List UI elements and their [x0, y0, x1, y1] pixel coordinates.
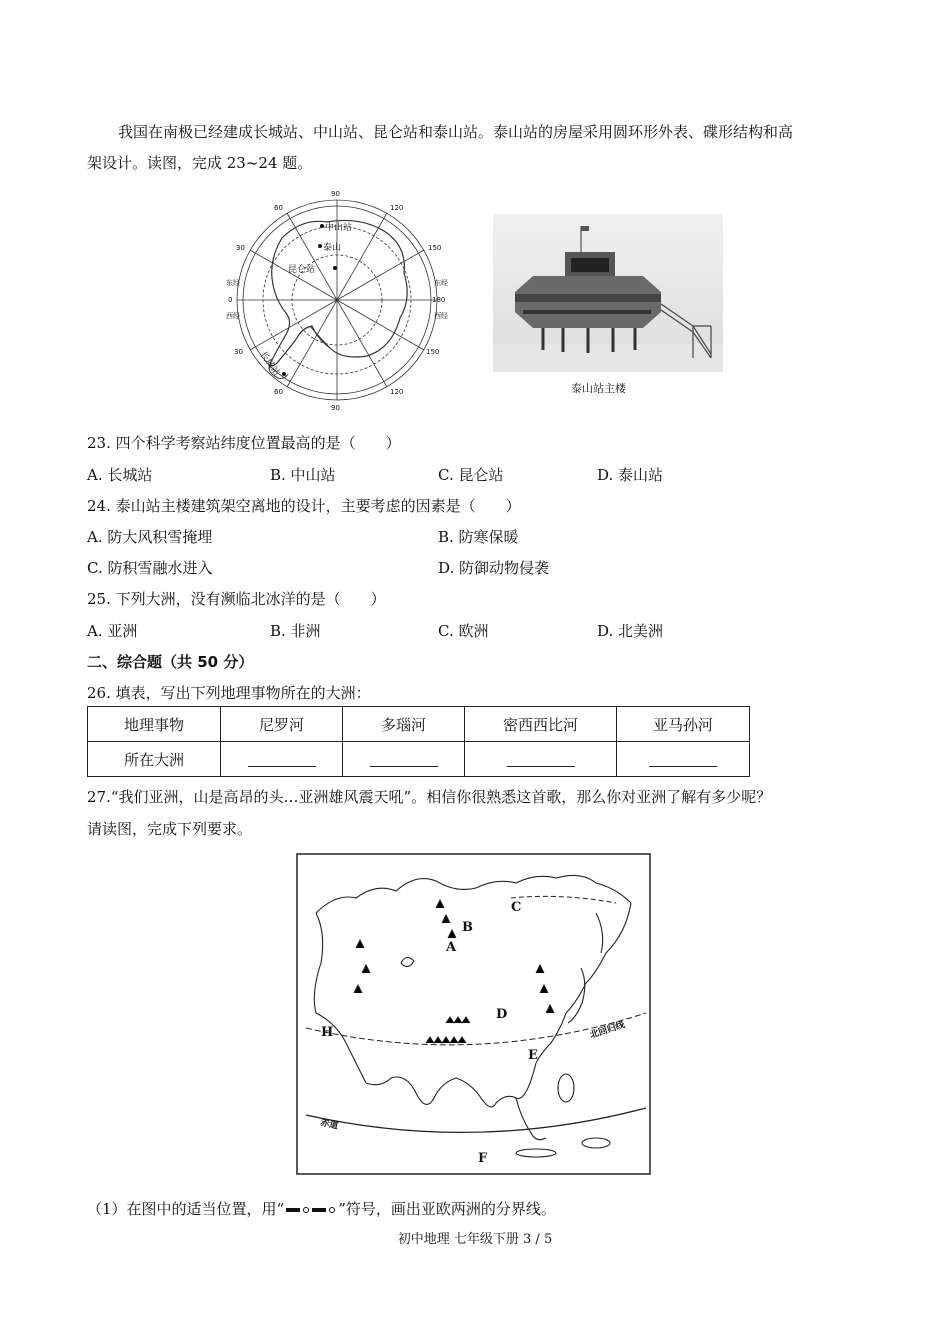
label-changcheng: 长城站: [257, 349, 282, 378]
q24-option-c[interactable]: C. 防积雪融水进入: [87, 559, 213, 577]
svg-text:西经: 西经: [434, 312, 448, 320]
table-header-cell: 亚马孙河: [617, 707, 750, 742]
svg-text:30: 30: [236, 244, 245, 252]
q24-option-d[interactable]: D. 防御动物侵袭: [438, 559, 550, 577]
q26-stem: 26. 填表，写出下列地理事物所在的大洲：: [87, 684, 371, 702]
asia-map: [296, 853, 651, 1175]
intro-line-1: 我国在南极已经建成长城站、中山站、昆仑站和泰山站。泰山站的房屋采用圆环形外表、碟形结构和高: [118, 123, 794, 141]
map-label-c: C: [511, 900, 522, 915]
section-title: 二、综合题（共 50 分）: [87, 653, 254, 671]
equator-label: 赤道: [319, 1118, 340, 1132]
svg-text:东经: 东经: [226, 279, 240, 287]
svg-text:60: 60: [274, 388, 283, 396]
svg-text:150: 150: [428, 244, 442, 252]
q24-option-a[interactable]: A. 防大风积雪掩埋: [87, 528, 213, 546]
q24-option-b[interactable]: B. 防寒保暖: [438, 528, 519, 546]
table-header-cell: 尼罗河: [221, 707, 343, 742]
boundary-symbol-icon: [284, 1205, 338, 1215]
svg-text:120: 120: [390, 204, 404, 212]
svg-text:西经: 西经: [226, 312, 240, 320]
kunlun-station-dot: [333, 266, 337, 270]
photo-caption: 泰山站主楼: [571, 382, 626, 395]
q25-option-b[interactable]: B. 非洲: [270, 622, 321, 640]
q27-line-1: 27.“我们亚洲，山是高昂的头…亚洲雄风震天吼”。相信你很熟悉这首歌，那么你对亚洲了解有多少呢？: [87, 788, 772, 806]
answer-blank-danube[interactable]: [343, 742, 465, 777]
map-label-f: F: [478, 1151, 488, 1166]
svg-text:30: 30: [234, 348, 243, 356]
tropic-label: 北回归线: [588, 1020, 627, 1041]
answer-blank-nile[interactable]: [221, 742, 343, 777]
taishan-station-photo: [493, 214, 723, 372]
q23-option-b[interactable]: B. 中山站: [270, 466, 336, 484]
q25-stem: 25. 下列大洲，没有濒临北冰洋的是（ ）: [87, 590, 386, 608]
q27-part-1-post: ”符号，画出亚欧两洲的分界线。: [338, 1200, 556, 1218]
map-label-h: H: [321, 1025, 334, 1040]
map-label-d: D: [496, 1007, 508, 1022]
label-zhongshan: 中山站: [325, 223, 353, 233]
antarctica-polar-map: [222, 188, 454, 412]
q27-line-2: 请读图，完成下列要求。: [87, 820, 253, 838]
table-header-cell: 密西西比河: [465, 707, 617, 742]
q24-stem: 24. 泰山站主楼建筑架空离地的设计，主要考虑的因素是（ ）: [87, 497, 521, 515]
svg-text:90: 90: [331, 190, 340, 198]
label-kunlun: 昆仑站: [288, 265, 316, 275]
svg-text:120: 120: [390, 388, 404, 396]
svg-text:150: 150: [426, 348, 440, 356]
q25-option-c[interactable]: C. 欧洲: [438, 622, 489, 640]
q23-option-c[interactable]: C. 昆仑站: [438, 466, 504, 484]
q27-part-1: [87, 1198, 556, 1219]
q23-option-d[interactable]: D. 泰山站: [597, 466, 664, 484]
row-label: 所在大洲: [88, 742, 221, 777]
svg-text:90: 90: [331, 404, 340, 412]
map-label-b: B: [462, 920, 473, 935]
q23-stem: 23. 四个科学考察站纬度位置最高的是（ ）: [87, 434, 401, 452]
answer-blank-mississippi[interactable]: [465, 742, 617, 777]
svg-text:180: 180: [432, 296, 446, 304]
label-taishan: 泰山: [323, 243, 342, 253]
table-header-cell: 地理事物: [88, 707, 221, 742]
svg-text:东经: 东经: [434, 279, 448, 287]
svg-text:0: 0: [228, 296, 233, 304]
table-header-row: [88, 707, 750, 742]
q27-part-1-pre: （1）在图中的适当位置，用“: [87, 1200, 285, 1218]
answer-blank-amazon[interactable]: [617, 742, 750, 777]
zhongshan-station-dot: [320, 224, 324, 228]
table-row: [88, 742, 750, 777]
svg-text:60: 60: [274, 204, 283, 212]
map-label-a: A: [446, 940, 457, 955]
taishan-station-dot: [318, 244, 322, 248]
map-label-e: E: [528, 1048, 538, 1063]
intro-line-2: 架设计。读图，完成 23~24 题。: [87, 154, 313, 172]
changcheng-station-dot: [282, 372, 286, 376]
q23-option-a[interactable]: A. 长城站: [87, 466, 153, 484]
q25-option-a[interactable]: A. 亚洲: [87, 622, 138, 640]
table-header-cell: 多瑙河: [343, 707, 465, 742]
page-footer: 初中地理 七年级下册 3 / 5: [397, 1232, 553, 1247]
q25-option-d[interactable]: D. 北美洲: [597, 622, 664, 640]
q26-fill-table: [87, 706, 750, 777]
